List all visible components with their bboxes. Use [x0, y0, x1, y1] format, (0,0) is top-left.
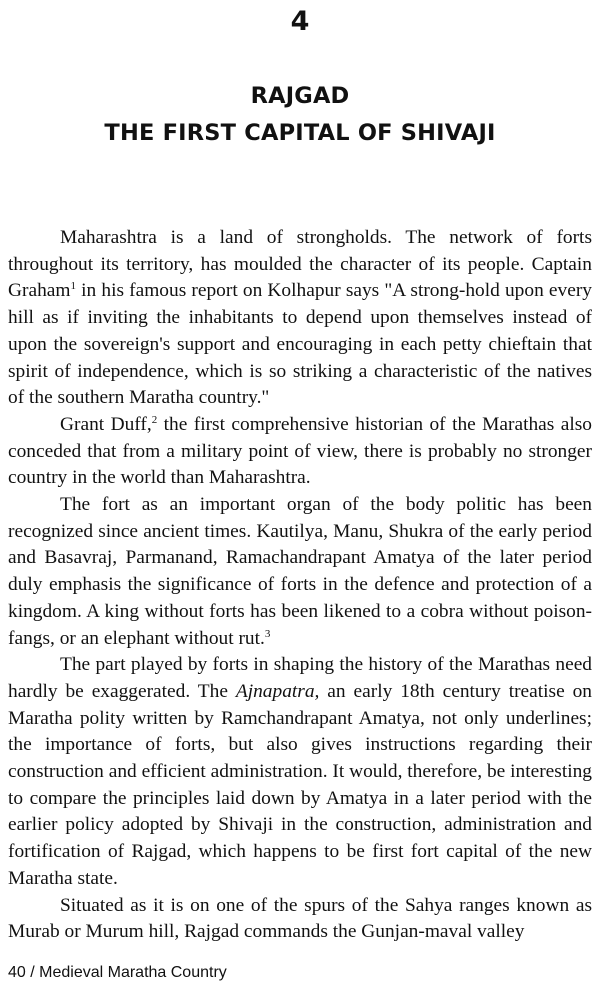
footnote-marker: 1 [70, 280, 76, 293]
paragraph [8, 412, 592, 492]
paragraph [8, 225, 592, 412]
chapter-title-line-2: THE FIRST CAPITAL OF SHIVAJI [104, 120, 496, 146]
text-run: The part played by forts in shaping the history of the Marathas need hardly be exaggerated. The [8, 654, 592, 702]
italic-title: Ajnapatra, [235, 680, 320, 702]
paragraph [8, 893, 592, 946]
text-run: in his famous report on Kolhapur says "A strong-hold upon every hill as if inviting the inhabitants to depend upon themselves instead of upon the sovereign's support and encouraging in each petty chieftain that spirit of independence, which is so striking a characteristic of the natives of the southern Maratha country." [8, 280, 592, 409]
text-run: the first comprehensive historian of the Marathas also conceded that from a military point of view, there is probably no stronger country in the world than Maharashtra. [8, 413, 592, 489]
text-run: Situated as it is on one of the spurs of the Sahya ranges known as Murab or Murum hill, Rajgad commands the Gunjan-maval valley [8, 894, 592, 943]
footnote-marker: 2 [151, 413, 158, 426]
text-run: The fort as an important organ of the body politic has been recognized since ancient times. Kautilya, Manu, Shukra of the early period and Basavraj, Parmanand, Ramachandrapant Amatya of the later period duly emphasis the significance of forts in the defence and protection of a kingdom. A king without forts has been likened to a cobra without poison-fangs, or an elephant without rut. [8, 494, 592, 649]
text-run: an early 18th century treatise on Maratha polity written by Ramchandrapant Amatya, not only underlines; the importance of forts, but also gives instructions regarding their construction and efficient administration. It would, therefore, be interesting to compare the principles laid down by Amatya in a later period with the earlier policy adopted by Shivaji in the construction, administration and fortification of Rajgad, which happens to be first fort capital of the new Maratha state. [8, 680, 593, 889]
paragraph [8, 492, 592, 652]
chapter-title [0, 78, 600, 152]
paragraph [8, 652, 592, 892]
body-text [8, 225, 592, 946]
page-footer: 40 / Medieval Maratha Country [8, 964, 227, 981]
footnote-marker: 3 [264, 627, 271, 640]
chapter-number: 4 [290, 6, 310, 37]
chapter-title-line-1: RAJGAD [250, 83, 350, 109]
text-run: Grant Duff, [60, 413, 152, 435]
text-run: Maharashtra is a land of strongholds. The network of forts throughout its territory, has moulded the character of its people. Captain Graham [8, 227, 592, 302]
